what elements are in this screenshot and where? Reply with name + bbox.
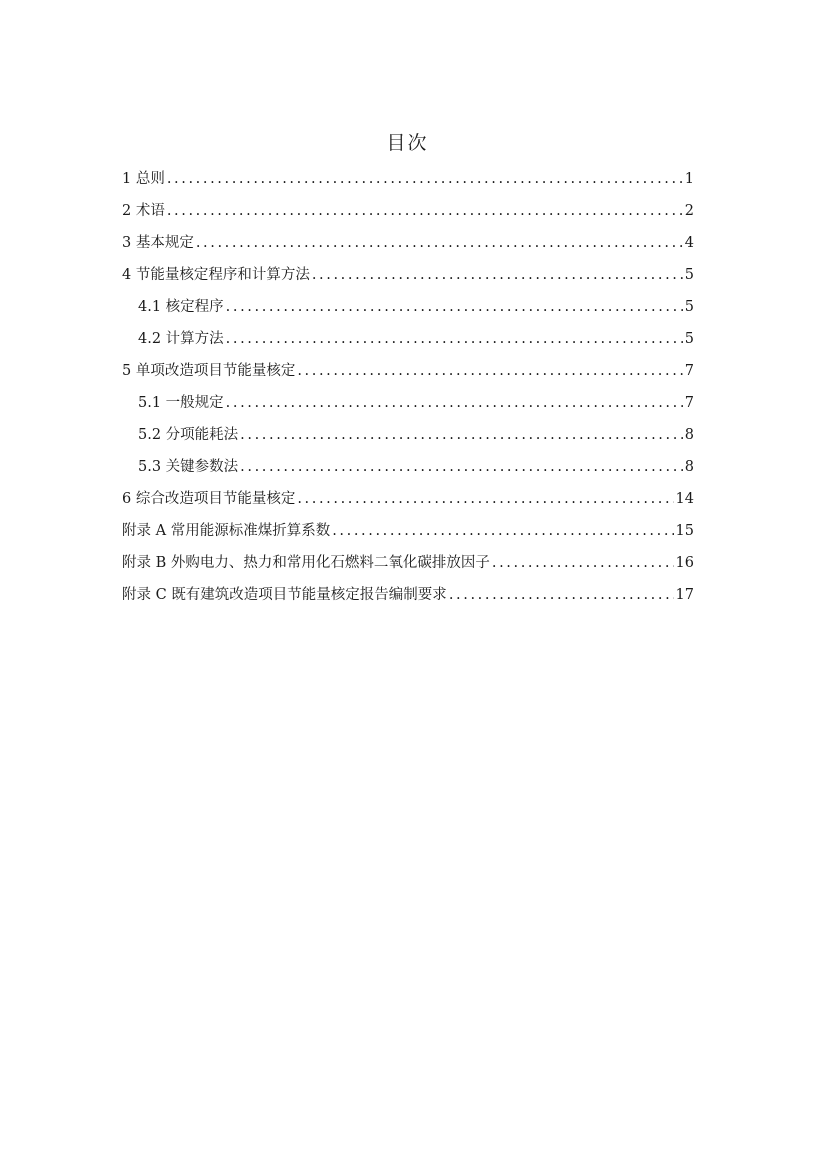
toc-entry-title: 附录 B 外购电力、热力和常用化石燃料二氧化碳排放因子 (122, 555, 490, 571)
toc-dot-leader (226, 296, 683, 318)
toc-entry[interactable] (122, 584, 694, 616)
toc-entry-title: 2 术语 (122, 203, 165, 219)
toc-entry-page-number: 5 (684, 267, 694, 283)
toc-entry-title: 6 综合改造项目节能量核定 (122, 491, 296, 507)
toc-entry-page-number: 7 (684, 395, 694, 411)
toc-entry[interactable] (122, 264, 694, 296)
toc-dot-leader (226, 328, 683, 350)
toc-dot-leader (167, 200, 683, 222)
toc-entry[interactable] (122, 296, 694, 328)
toc-entry-page-number: 4 (684, 235, 694, 251)
toc-dot-leader (297, 488, 673, 510)
toc-dot-leader (240, 456, 683, 478)
toc-entry-page-number: 8 (684, 459, 694, 475)
toc-entry-page-number: 1 (684, 171, 694, 187)
toc-dot-leader (240, 424, 683, 446)
toc-entry-page-number: 8 (684, 427, 694, 443)
toc-entry-title: 4.1 核定程序 (138, 299, 224, 315)
toc-list (122, 168, 694, 616)
toc-entry-page-number: 17 (675, 587, 694, 603)
toc-title: 目次 (386, 132, 429, 154)
toc-dot-leader (297, 360, 682, 382)
toc-entry[interactable] (122, 520, 694, 552)
toc-entry[interactable] (122, 328, 694, 360)
toc-entry-page-number: 2 (684, 203, 694, 219)
toc-entry-title: 5.3 关键参数法 (138, 459, 239, 475)
toc-entry[interactable] (122, 488, 694, 520)
toc-entry-title: 3 基本规定 (122, 235, 194, 251)
toc-entry-title: 5 单项改造项目节能量核定 (122, 363, 296, 379)
toc-entry[interactable] (122, 200, 694, 232)
toc-dot-leader (492, 552, 674, 574)
toc-dot-leader (449, 584, 674, 606)
toc-entry-title: 5.1 一般规定 (138, 395, 224, 411)
toc-entry-page-number: 16 (675, 555, 694, 571)
toc-entry[interactable] (122, 168, 694, 200)
toc-entry-title: 5.2 分项能耗法 (138, 427, 239, 443)
toc-dot-leader (332, 520, 673, 542)
toc-entry-title: 附录 C 既有建筑改造项目节能量核定报告编制要求 (122, 587, 447, 603)
toc-entry[interactable] (122, 360, 694, 392)
toc-entry-page-number: 15 (675, 523, 694, 539)
toc-entry[interactable] (122, 456, 694, 488)
toc-entry-title: 1 总则 (122, 171, 165, 187)
toc-entry[interactable] (122, 232, 694, 264)
toc-entry[interactable] (122, 424, 694, 456)
toc-entry-page-number: 5 (684, 299, 694, 315)
toc-entry[interactable] (122, 392, 694, 424)
toc-entry-page-number: 14 (675, 491, 694, 507)
toc-entry-page-number: 5 (684, 331, 694, 347)
toc-dot-leader (312, 264, 683, 286)
toc-entry-title: 附录 A 常用能源标准煤折算系数 (122, 523, 331, 539)
toc-entry[interactable] (122, 552, 694, 584)
toc-entry-page-number: 7 (684, 363, 694, 379)
toc-dot-leader (167, 168, 683, 190)
toc-dot-leader (226, 392, 683, 414)
toc-dot-leader (196, 232, 683, 254)
toc-entry-title: 4.2 计算方法 (138, 331, 224, 347)
toc-entry-title: 4 节能量核定程序和计算方法 (122, 267, 310, 283)
